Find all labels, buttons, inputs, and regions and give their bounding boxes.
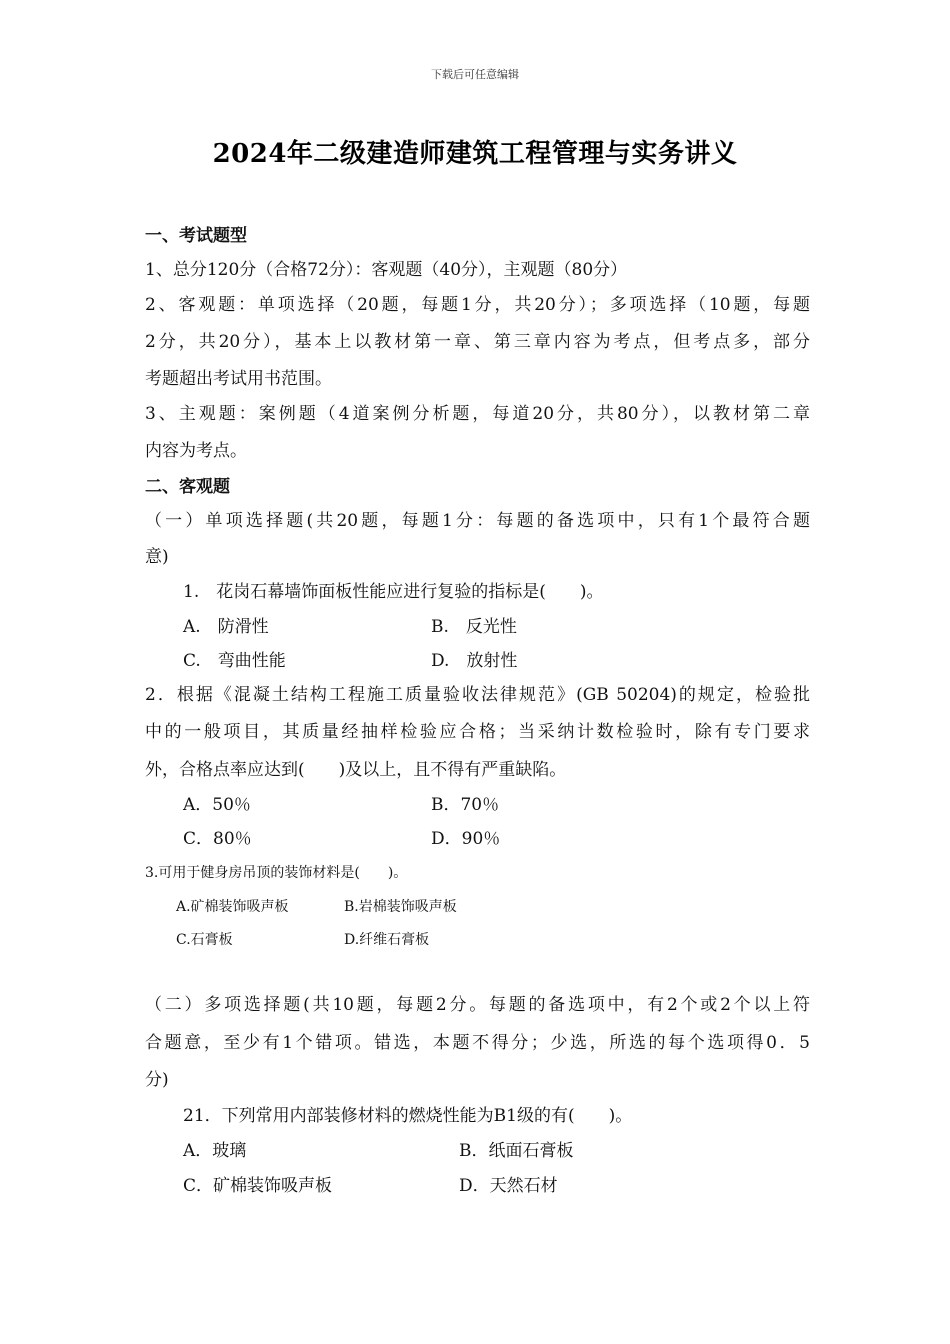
- option-c: C.石膏板: [176, 932, 233, 948]
- option-b: B.岩棉装饰吸声板: [344, 899, 457, 915]
- question-stem: 中的一般项目，其质量经抽样检验应合格；当采纳计数检验时，除有专门要求: [145, 722, 810, 742]
- multi-choice-intro: 分): [145, 1070, 169, 1090]
- option-b: B．纸面石膏板: [459, 1141, 574, 1161]
- option-a: A．50％: [183, 795, 251, 815]
- paragraph-line: 1、总分120分（合格72分）：客观题（40分），主观题（80分）: [145, 260, 628, 280]
- option-d: D．天然石材: [459, 1176, 558, 1196]
- single-choice-intro: （一）单项选择题(共20题，每题1分：每题的备选项中，只有1个最符合题: [145, 511, 810, 531]
- option-c: C. 弯曲性能: [183, 651, 286, 671]
- question-stem: 1. 花岗石幕墙饰面板性能应进行复验的指标是( )。: [183, 582, 604, 602]
- option-b: B. 反光性: [431, 617, 517, 637]
- paragraph-line: 3、主观题：案例题（4道案例分析题，每道20分，共80分），以教材第二章: [145, 404, 810, 424]
- option-c: C．80％: [183, 829, 252, 849]
- question-stem: 2．根据《混凝土结构工程施工质量验收法律规范》(GB 50204)的规定，检验批: [145, 685, 810, 705]
- option-b: B．70％: [431, 795, 500, 815]
- single-choice-intro: 意): [145, 547, 169, 567]
- multi-choice-intro: 合题意，至少有1个错项。错选，本题不得分；少选，所选的每个选项得0．5: [145, 1033, 810, 1053]
- paragraph-line: 2分，共20分），基本上以教材第一章、第三章内容为考点，但考点多，部分: [145, 332, 810, 352]
- option-d: D. 放射性: [431, 651, 518, 671]
- header-note: 下载后可任意编辑: [431, 68, 519, 81]
- section-heading-exam-types: 一、考试题型: [145, 226, 247, 246]
- section-heading-objective: 二、客观题: [145, 477, 230, 497]
- option-a: A.矿棉装饰吸声板: [176, 899, 289, 915]
- option-d: D.纤维石膏板: [344, 932, 430, 948]
- option-c: C．矿棉装饰吸声板: [183, 1176, 333, 1196]
- option-a: A. 防滑性: [183, 617, 269, 637]
- paragraph-line: 内容为考点。: [145, 441, 247, 461]
- option-d: D．90％: [431, 829, 501, 849]
- question-stem: 3.可用于健身房吊顶的装饰材料是( )。: [145, 865, 408, 881]
- paragraph-line: 考题超出考试用书范围。: [145, 369, 332, 389]
- multi-choice-intro: （二）多项选择题(共10题，每题2分。每题的备选项中，有2个或2个以上符: [145, 995, 810, 1015]
- document-title: 2024年二级建造师建筑工程管理与实务讲义: [212, 139, 738, 169]
- option-a: A．玻璃: [183, 1141, 247, 1161]
- paragraph-line: 2、客观题：单项选择（20题，每题1分，共20分）；多项选择（10题，每题: [145, 295, 810, 315]
- question-stem: 21．下列常用内部装修材料的燃烧性能为B1级的有( )。: [183, 1106, 633, 1126]
- question-stem: 外，合格点率应达到( )及以上，且不得有严重缺陷。: [145, 760, 567, 780]
